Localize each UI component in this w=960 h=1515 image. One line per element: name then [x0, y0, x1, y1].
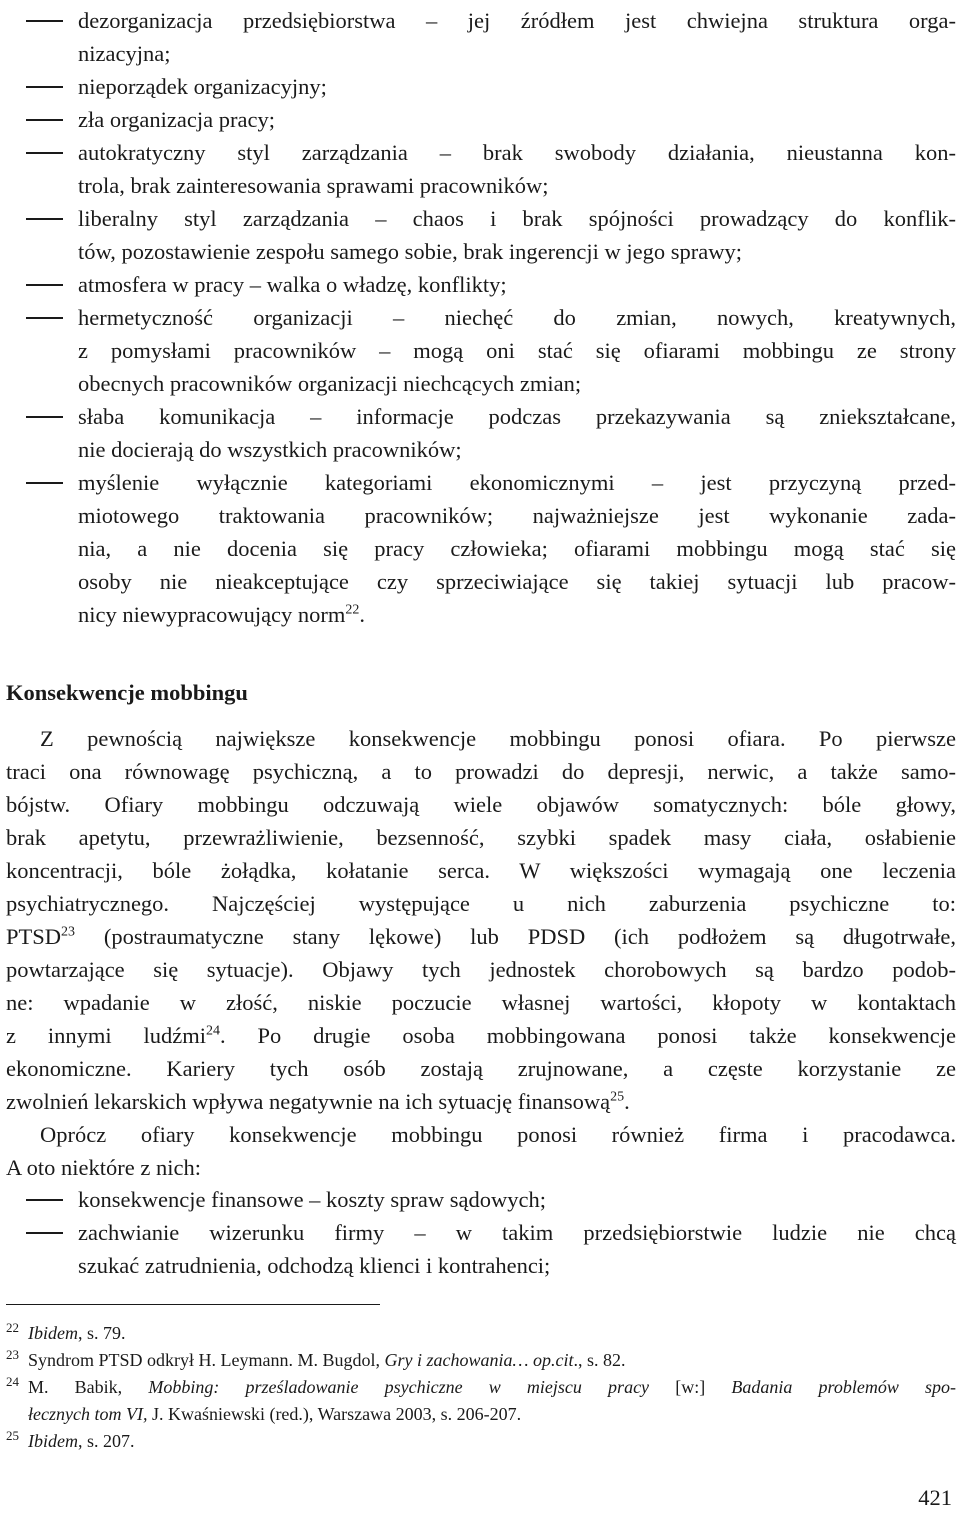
dash-bullet — [26, 317, 63, 319]
dash-bullet — [26, 284, 63, 286]
list-item-line: liberalny styl zarządzania – chaos i brak spójności prowadzący do konflik- — [78, 206, 956, 231]
footnotes — [6, 1320, 956, 1455]
list-item-line: z pomysłami pracowników – mogą oni stać się ofiarami mobbingu ze strony — [78, 338, 956, 363]
text-line: ne: wpadanie w złość, niskie poczucie własnej wartości, kłopoty w kontaktach — [6, 990, 956, 1015]
dash-bullet — [26, 416, 63, 418]
text-line: ekonomiczne. Kariery tych osób zostają zrujnowane, a częste korzystanie ze — [6, 1056, 956, 1081]
text-line: Z pewnością największe konsekwencje mobbingu ponosi ofiara. Po pierwsze — [40, 726, 956, 751]
list-item-line: nicy niewypracowujący norm$^{22}$. — [78, 602, 366, 627]
bullet-list-consequences — [6, 1183, 956, 1282]
footnote-ref: 23 — [61, 924, 76, 940]
dash-bullet — [26, 119, 63, 121]
list-item-line: zła organizacja pracy; — [78, 107, 275, 132]
text-line: koncentracji, bóle żołądka, kołatanie serca. W większości wymagają one leczenia — [6, 858, 956, 883]
text-line: brak apetytu, przewrażliwienie, bezsenność, szybki spadek masy ciała, osłabienie — [6, 825, 956, 850]
list-item — [6, 70, 956, 103]
text-line: traci ona równowagę psychiczną, a to prowadzi do depresji, nerwic, a także samo- — [6, 759, 956, 784]
list-item — [6, 400, 956, 466]
dash-bullet — [26, 152, 63, 154]
dash-bullet — [26, 1232, 63, 1234]
list-item-line: szukać zatrudnienia, odchodzą klienci i kontrahenci; — [78, 1253, 551, 1278]
text-line: bójstw. Ofiary mobbingu odczuwają wiele objawów somatycznych: bóle głowy, — [6, 792, 956, 817]
footnote-ref: 22 — [345, 602, 360, 618]
list-item — [6, 136, 956, 202]
dash-bullet — [26, 86, 63, 88]
dash-bullet — [26, 1199, 63, 1201]
list-item-line: obecnych pracowników organizacji niechcących zmian; — [78, 371, 582, 396]
footnote-ref: 24 — [205, 1023, 220, 1039]
footnote-24: 24 M. Babik, Mobbing: prześladowanie psychiczne w miejscu pracy [w:] Badania problemów spo- łecznych tom VI, J. Kwaśniewski (red.), Warszawa 2003, s. 206-207. — [6, 1374, 956, 1424]
list-item-line: dezorganizacja przedsiębiorstwa – jej źródłem jest chwiejna struktura orga- — [78, 8, 956, 33]
list-item — [6, 1216, 956, 1282]
text-line: zwolnień lekarskich wpływa negatywnie na ich sytuację finansową$^{25}$. — [6, 1089, 630, 1114]
list-item-line: słaba komunikacja – informacje podczas przekazywania są zniekształcane, — [78, 404, 956, 429]
list-item-line: nia, a nie docenia się pracy człowieka; ofiarami mobbingu mogą stać się — [78, 536, 956, 561]
list-item — [6, 1183, 956, 1216]
list-item-line: osoby nie nieakceptujące czy sprzeciwiające się takiej sytuacji lub pracow- — [78, 569, 956, 594]
list-item-line: hermetyczność organizacji – niechęć do zmian, nowych, kreatywnych, — [78, 305, 956, 330]
list-item — [6, 4, 956, 70]
text-line: powtarzające się sytuacje). Objawy tych jednostek chorobowych są bardzo podob- — [6, 957, 956, 982]
dash-bullet — [26, 20, 63, 22]
text-line: A oto niektóre z nich: — [6, 1155, 201, 1180]
list-item — [6, 103, 956, 136]
text-line: Oprócz ofiary konsekwencje mobbingu ponosi również firma i pracodawca. — [40, 1122, 956, 1147]
text-line: psychiatrycznego. Najczęściej występujące u nich zaburzenia psychiczne to: — [6, 891, 956, 916]
body-text — [6, 722, 956, 1184]
footnote-22: 22 Ibidem, s. 79. — [6, 1320, 126, 1343]
list-item — [6, 466, 956, 631]
dash-bullet — [26, 482, 63, 484]
footnote-23: 23 Syndrom PTSD odkrył H. Leymann. M. Bugdol, Gry i zachowania… op.cit., s. 82. — [6, 1347, 626, 1370]
section-heading: Konsekwencje mobbingu — [6, 680, 248, 705]
footnote-separator — [6, 1304, 380, 1305]
list-item-line: nieporządek organizacyjny; — [78, 74, 327, 99]
text-line: z innymi ludźmi$^{24}$. Po drugie osoba mobbingowana ponosi także konsekwencje — [6, 1023, 956, 1048]
list-item-line: zachwianie wizerunku firmy – w takim przedsiębiorstwie ludzie nie chcą — [78, 1220, 956, 1245]
footnote-ref: 25 — [610, 1089, 625, 1105]
list-item-line: miotowego traktowania pracowników; najważniejsze jest wykonanie zada- — [78, 503, 956, 528]
list-item-line: autokratyczny styl zarządzania – brak swobody działania, nieustanna kon- — [78, 140, 956, 165]
page-number: 421 — [918, 1485, 952, 1510]
list-item-line: trola, brak zainteresowania sprawami pracowników; — [78, 173, 549, 198]
text-line: PTSD$^{23}$ (postraumatyczne stany lękowe) lub PDSD (ich podłożem są długotrwałe, — [6, 924, 956, 949]
list-item — [6, 268, 956, 301]
bullet-list-causes — [6, 4, 956, 631]
dash-bullet — [26, 218, 63, 220]
list-item-line: atmosfera w pracy – walka o władzę, konflikty; — [78, 272, 507, 297]
list-item-line: myślenie wyłącznie kategoriami ekonomicznymi – jest przyczyną przed- — [78, 470, 956, 495]
list-item-line: nizacyjna; — [78, 41, 171, 66]
list-item-line: tów, pozostawienie zespołu samego sobie, brak ingerencji w jego sprawy; — [78, 239, 742, 264]
list-item-line: konsekwencje finansowe – koszty spraw sądowych; — [78, 1187, 547, 1212]
list-item — [6, 202, 956, 268]
list-item-line: nie docierają do wszystkich pracowników; — [78, 437, 462, 462]
footnote-25: 25 Ibidem, s. 207. — [6, 1428, 135, 1451]
list-item — [6, 301, 956, 400]
